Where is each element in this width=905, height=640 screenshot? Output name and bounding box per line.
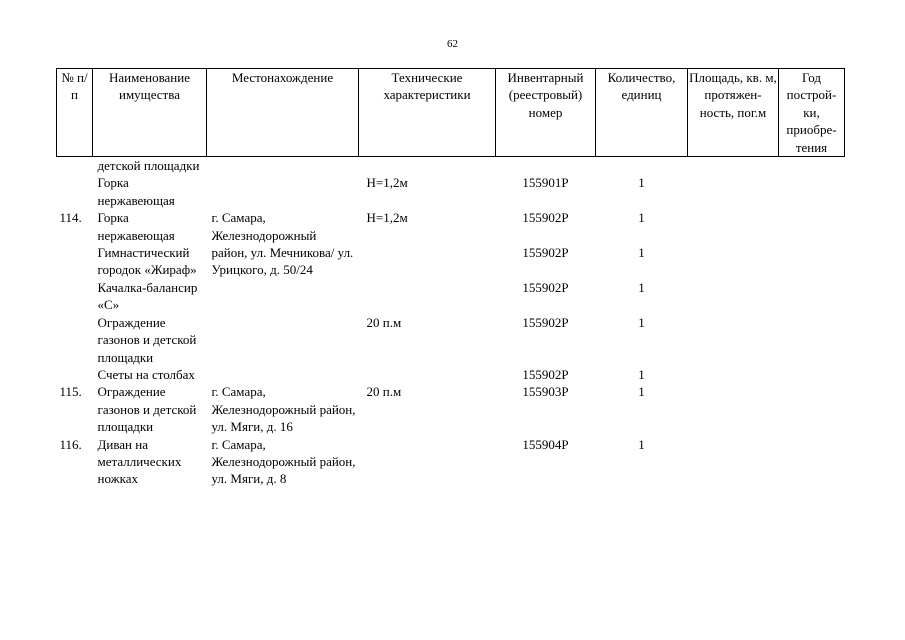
cell-quantity: 1: [638, 314, 645, 330]
table-row: [57, 174, 845, 209]
cell-tech: [359, 436, 496, 488]
cell-num: 115.: [59, 384, 82, 400]
table-row: [57, 157, 845, 175]
cell-area: [688, 436, 779, 488]
table-row: [57, 383, 845, 435]
cell-name: Горка нержавеющая: [97, 175, 175, 208]
cell-name: детской площадки: [97, 158, 200, 174]
cell-location: [207, 174, 359, 209]
cell-inventory: 155902Р: [522, 210, 569, 226]
table-row: [57, 209, 845, 244]
header-year: Год построй-ки, приобре-тения: [779, 69, 845, 157]
cell-quantity: 1: [638, 175, 645, 191]
cell-area: [688, 279, 779, 314]
cell-name: Горка нержавеющая: [97, 210, 175, 243]
cell-inventory: 155902Р: [522, 279, 569, 295]
cell-inventory: 155902Р: [522, 245, 569, 261]
table-row: [57, 314, 845, 366]
cell-name: Качалка-балансир «С»: [97, 279, 198, 313]
cell-inventory: [496, 157, 596, 175]
cell-name: Ограждение газонов и детской площадки: [97, 314, 197, 365]
cell-year: [779, 157, 845, 175]
cell-num: [57, 366, 93, 383]
cell-tech: 20 п.м: [366, 314, 402, 330]
cell-year: [779, 383, 845, 435]
cell-num: [57, 174, 93, 209]
cell-location: г. Самара, Железнодорожный район, ул. Мяги, д. 8: [211, 436, 356, 487]
cell-year: [779, 209, 845, 244]
cell-area: [688, 366, 779, 383]
cell-num: [57, 279, 93, 314]
cell-year: [779, 366, 845, 383]
cell-tech: [359, 244, 496, 279]
cell-name: Гимнастический городок «Жираф»: [97, 245, 197, 278]
header-name: Наименование имущества: [93, 69, 207, 157]
table-header-row: [57, 69, 845, 157]
table-row: [57, 366, 845, 383]
cell-inventory: 155901Р: [522, 175, 569, 191]
cell-area: [688, 174, 779, 209]
header-tech: Технические характеристики: [359, 69, 496, 157]
cell-quantity: 1: [638, 279, 645, 295]
cell-year: [779, 174, 845, 209]
cell-location: [207, 157, 359, 175]
cell-quantity: 1: [638, 210, 645, 226]
cell-year: [779, 244, 845, 279]
cell-quantity: 1: [638, 245, 645, 261]
cell-location: [207, 366, 359, 383]
cell-num: 114.: [59, 210, 82, 226]
cell-quantity: 1: [638, 366, 645, 382]
page-number: 62: [447, 38, 458, 50]
cell-num: [57, 244, 93, 279]
cell-quantity: 1: [638, 436, 645, 452]
cell-inventory: 155902Р: [522, 366, 569, 382]
cell-tech: [359, 279, 496, 314]
header-location: Местонахождение: [207, 69, 359, 157]
cell-location: [207, 279, 359, 314]
cell-area: [688, 209, 779, 244]
cell-area: [688, 157, 779, 175]
cell-inventory: 155904Р: [522, 436, 569, 452]
cell-area: [688, 244, 779, 279]
cell-inventory: 155902Р: [522, 314, 569, 330]
table-row: [57, 244, 845, 279]
cell-name: Диван на металлических ножках: [97, 436, 182, 487]
cell-location: [207, 314, 359, 366]
header-num: № п/п: [57, 69, 93, 157]
cell-name: Счеты на столбах: [97, 366, 195, 382]
header-area: Площадь, кв. м, протяжен-ность, пог.м: [688, 69, 779, 157]
cell-tech: [359, 366, 496, 383]
cell-tech: 20 п.м: [366, 384, 402, 400]
cell-year: [779, 279, 845, 314]
cell-tech: H=1,2м: [366, 175, 408, 191]
cell-tech: H=1,2м: [366, 210, 408, 226]
cell-quantity: [596, 157, 688, 175]
cell-area: [688, 383, 779, 435]
cell-tech: [359, 157, 496, 175]
cell-location: район, ул. Мечникова/ ул. Урицкого, д. 50/24: [211, 245, 354, 278]
cell-area: [688, 314, 779, 366]
cell-year: [779, 314, 845, 366]
cell-location: г. Самара, Железнодорожный район, ул. Мяги, д. 16: [211, 384, 356, 435]
cell-num: [57, 314, 93, 366]
cell-num: 116.: [59, 436, 82, 452]
table-row: [57, 279, 845, 314]
property-table: [56, 68, 845, 488]
cell-year: [779, 436, 845, 488]
cell-inventory: 155903Р: [522, 384, 569, 400]
cell-num: [57, 157, 93, 175]
cell-quantity: 1: [638, 384, 645, 400]
cell-name: Ограждение газонов и детской площадки: [97, 384, 197, 435]
header-inventory: Инвентарный (реестровый) номер: [496, 69, 596, 157]
cell-location: г. Самара, Железнодорожный: [211, 210, 317, 243]
header-quantity: Количество, единиц: [596, 69, 688, 157]
table-row: [57, 436, 845, 488]
